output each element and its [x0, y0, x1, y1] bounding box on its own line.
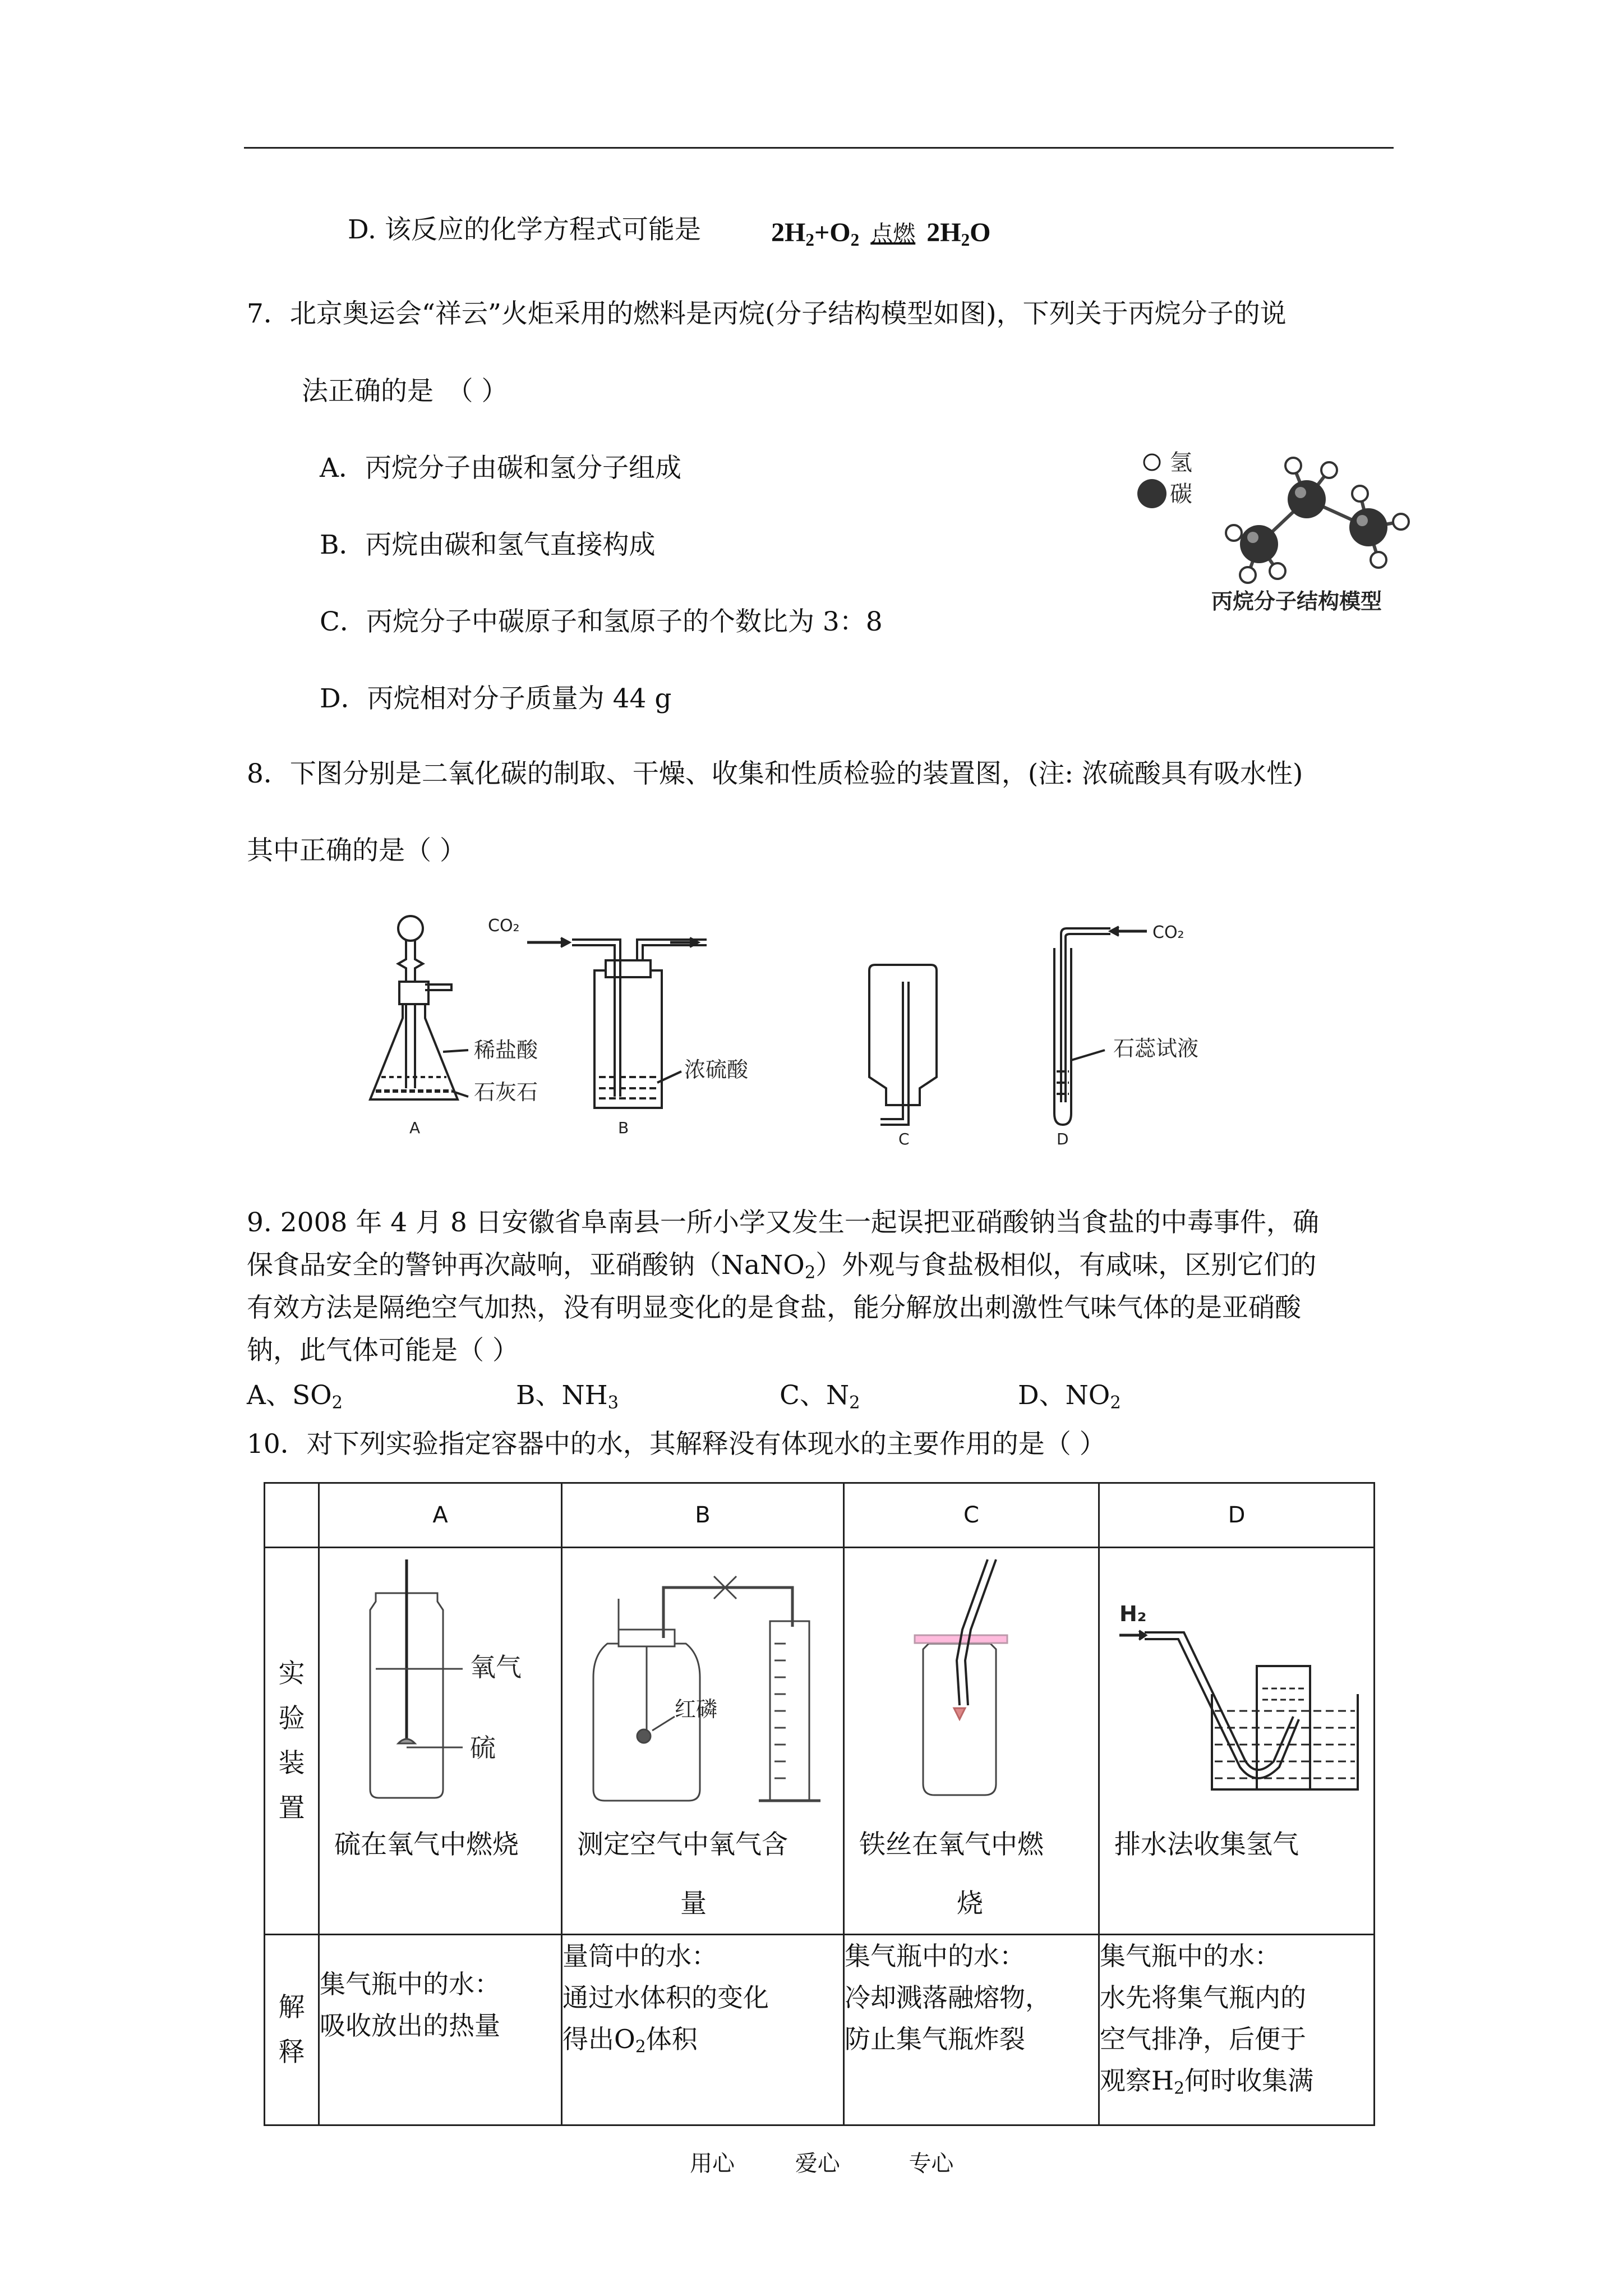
- legend: [1137, 450, 1192, 508]
- header-rule: [244, 147, 1394, 149]
- caption-b: 测定空气中氧气含: [577, 1829, 788, 1860]
- footer: [690, 2146, 953, 2178]
- caption-b-2: 量: [680, 1888, 707, 1919]
- header-c: C: [844, 1483, 1099, 1548]
- label-limestone: 石灰石: [474, 1080, 538, 1105]
- caption-a: 硫在氧气中燃烧: [334, 1829, 519, 1860]
- q8-stem-line2: 其中正确的是（ ）: [247, 835, 466, 866]
- footer-item: 专心: [909, 2151, 954, 2177]
- explanation-d: 集气瓶中的水： 水先将集气瓶内的 空气排净，后便于 观察$H_2$何时收集满: [1099, 1935, 1375, 2125]
- svg-text:硫: 硫: [470, 1733, 496, 1763]
- carbon-atom: [1240, 525, 1278, 563]
- apparatus-a: [370, 916, 468, 1099]
- q9-line4: 钠，此气体可能是（ ）: [247, 1335, 519, 1366]
- svg-text:红磷: 红磷: [675, 1697, 718, 1722]
- reaction-condition: 点燃: [870, 221, 916, 246]
- q8-stem-line1: 8．下图分别是二氧化碳的制取、干燥、收集和性质检验的装置图，(注: 浓硫酸具有吸水性): [247, 758, 1303, 789]
- letter-b: B: [618, 1119, 629, 1137]
- table-row-explanation: [265, 1935, 1375, 2125]
- q6-option-d: [348, 213, 701, 247]
- explanation-a: 集气瓶中的水： 吸收放出的热量: [319, 1935, 562, 2125]
- cell-b-apparatus: [562, 1548, 844, 1935]
- iron-wire-figure: [845, 1548, 1098, 1812]
- explanation-b: 量筒中的水： 通过水体积的变化 得出$O_2$体积: [562, 1935, 844, 2125]
- footer-item: 用心: [690, 2151, 735, 2177]
- explanation-c: 集气瓶中的水： 冷却溅落融熔物， 防止集气瓶炸裂: [844, 1935, 1099, 2125]
- footer-item: 爱心: [795, 2151, 840, 2177]
- letter-a: A: [409, 1119, 421, 1137]
- row-label-explanation: 解 释: [265, 1935, 319, 2125]
- q7-stem-line1: 7．北京奥运会“祥云”火炬采用的燃料是丙烷(分子结构模型如图)，下列关于丙烷分子的说: [247, 298, 1287, 329]
- apparatus-d: [1054, 927, 1147, 1125]
- q9-option-a: A、$SO_2$: [247, 1380, 343, 1413]
- header-d: D: [1099, 1483, 1375, 1548]
- carbon-atom: [1349, 508, 1387, 546]
- svg-text:碳: 碳: [1170, 481, 1192, 507]
- letter-d: D: [1057, 1130, 1069, 1148]
- svg-text:H₂: H₂: [1119, 1602, 1147, 1626]
- q7-stem-line2: 法正确的是 （ ）: [302, 376, 508, 407]
- oxygen-content-figure: [562, 1548, 843, 1812]
- q7-option-c: C．丙烷分子中碳原子和氢原子的个数比为 3：8: [320, 606, 883, 637]
- table-row-apparatus: [265, 1548, 1375, 1935]
- co2-label-b: CO₂: [488, 916, 520, 936]
- q7-option-b: B．丙烷由碳和氢气直接构成: [320, 530, 656, 560]
- co2-label-d: CO₂: [1152, 923, 1184, 942]
- header-a: A: [319, 1483, 562, 1548]
- cell-a-apparatus: [319, 1548, 562, 1935]
- sulfur-burning-figure: [320, 1548, 561, 1812]
- caption-c-2: 烧: [957, 1888, 983, 1919]
- svg-text:氧气: 氧气: [470, 1652, 522, 1682]
- label-dilute-hcl: 稀盐酸: [474, 1038, 538, 1062]
- table-header-row: [265, 1483, 1375, 1548]
- q10-table: [264, 1482, 1375, 2126]
- carbon-atom: [1288, 480, 1326, 518]
- q9-option-c: C、$N_2$: [780, 1380, 860, 1413]
- row-label-apparatus: 实 验 装 置: [265, 1548, 319, 1935]
- caption-c: 铁丝在氧气中燃: [859, 1829, 1044, 1860]
- q9-line2: 保食品安全的警钟再次敲响，亚硝酸钠（NaNO$_2$）外观与食盐极相似，有咸味，区别它们的: [247, 1250, 1317, 1283]
- caption-d: 排水法收集氢气: [1114, 1829, 1299, 1860]
- q7-option-d: D．丙烷相对分子质量为 44 g: [320, 683, 672, 714]
- header-b: B: [562, 1483, 844, 1548]
- q7-option-a: A．丙烷分子由碳和氢分子组成: [320, 453, 681, 484]
- label-conc-h2so4: 浓硫酸: [684, 1057, 749, 1082]
- q6-option-d-text: D. 该反应的化学方程式可能是: [348, 214, 701, 245]
- apparatus-b: [527, 938, 707, 1108]
- svg-text:氢: 氢: [1170, 450, 1192, 476]
- q10-stem: 10．对下列实验指定容器中的水，其解释没有体现水的主要作用的是（ ）: [247, 1429, 1106, 1460]
- hydrogen-collection-figure: [1100, 1548, 1373, 1812]
- q9-line3: 有效方法是隔绝空气加热，没有明显变化的是食盐，能分解放出刺激性气味气体的是亚硝酸: [247, 1292, 1301, 1323]
- label-litmus: 石蕊试液: [1113, 1036, 1199, 1061]
- cell-c-apparatus: [844, 1548, 1099, 1935]
- q9-option-b: B、$NH_3$: [516, 1380, 619, 1413]
- svg-text:丙烷分子结构模型: 丙烷分子结构模型: [1211, 589, 1382, 614]
- co2-apparatus-figure: [359, 898, 1234, 1161]
- letter-c: C: [898, 1130, 910, 1148]
- q9-line1: 9. 2008 年 4 月 8 日安徽省阜南县一所小学又发生一起误把亚硝酸钠当食盐的中毒事件，确: [247, 1207, 1319, 1238]
- propane-model-figure: [1127, 432, 1419, 623]
- q6-equation: $2H_2+O_2$ 点燃 $2H_2O$: [771, 218, 991, 250]
- apparatus-c: [869, 965, 937, 1125]
- q9-option-d: D、$NO_2$: [1018, 1380, 1121, 1413]
- cell-d-apparatus: [1099, 1548, 1375, 1935]
